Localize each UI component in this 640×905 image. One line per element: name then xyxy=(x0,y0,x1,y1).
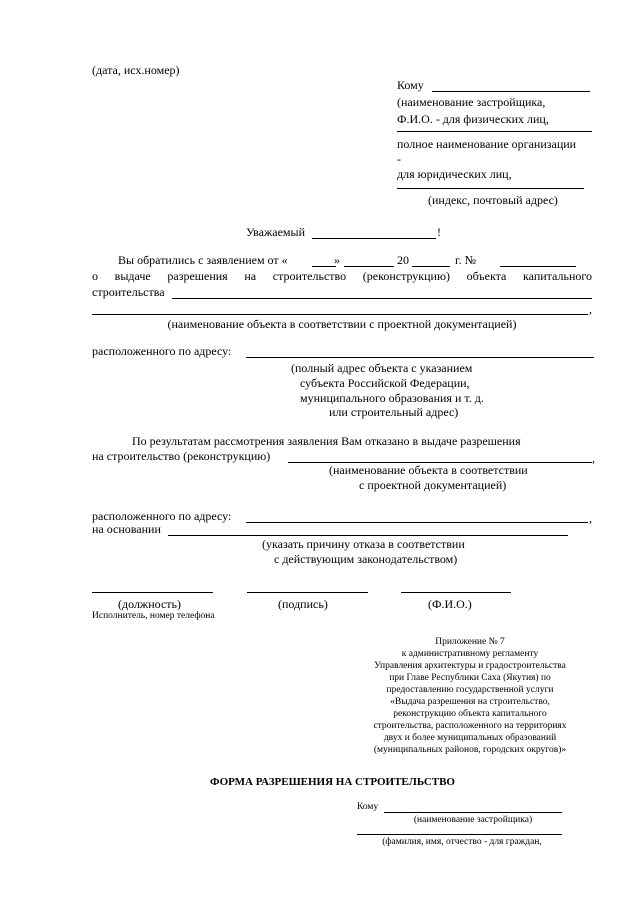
comma-2: , xyxy=(592,451,595,465)
appendix-line-7: реконструкцию объекта капитального xyxy=(393,709,547,719)
appendix-line-5: предоставлению государственной услуги xyxy=(386,685,554,695)
postal-field-line[interactable] xyxy=(397,188,584,189)
object-caption2-line1: (наименование объекта в соответствии xyxy=(329,463,528,477)
appendix-line-10: (муниципальных районов, городских округов)» xyxy=(373,745,567,755)
appendix-line-1: Приложение № 7 xyxy=(435,637,505,647)
object-caption2-line2: с проектной документацией) xyxy=(359,478,507,492)
position-caption: (должность) xyxy=(118,597,181,611)
address-caption-line1: (полный адрес объекта с указанием xyxy=(291,361,473,375)
application-month-field[interactable] xyxy=(344,266,394,267)
permit-request-text: о выдаче разрешения на строительство (реконструкцию) объекта капитального xyxy=(92,269,592,283)
to-field[interactable] xyxy=(432,91,590,92)
date-ref-label: (дата, исх.номер) xyxy=(92,63,180,77)
reason-caption-line1: (указать причину отказа в соответствии xyxy=(262,537,465,551)
comma-3: , xyxy=(589,511,592,525)
refusal-reason-field[interactable] xyxy=(168,535,568,536)
form-to-field[interactable] xyxy=(384,812,562,813)
refusal-text-line1: По результатам рассмотрения заявления Вам отказано в выдаче разрешения xyxy=(132,434,521,448)
appendix-line-4: при Главе Республики Саха (Якутия) по xyxy=(389,673,551,683)
basis-label: на основании xyxy=(92,522,161,536)
appendix-line-2: к административному регламенту xyxy=(401,649,539,659)
form-fio-caption: (фамилия, имя, отчество - для граждан, xyxy=(382,837,542,847)
object-address-field[interactable] xyxy=(246,357,594,358)
number-sign-text: г. № xyxy=(455,253,477,267)
application-day-field[interactable] xyxy=(312,266,336,267)
object-name-field-2[interactable] xyxy=(92,314,588,315)
fio-caption: (Ф.И.О.) xyxy=(428,597,472,611)
object-name-caption: (наименование объекта в соответствии с проектной документацией) xyxy=(167,317,517,331)
fio-field[interactable] xyxy=(401,592,511,593)
full-org-name-caption: полное наименование организации xyxy=(397,137,577,151)
located-at-label-2: расположенного по адресу: xyxy=(92,509,232,523)
fio-physical-caption: Ф.И.О. - для физических лиц, xyxy=(397,112,549,126)
capital-construction-label: строительства xyxy=(92,285,165,299)
reason-caption-line2: с действующим законодательством) xyxy=(274,552,458,566)
refusal-text-line2: на строительство (реконструкцию) xyxy=(92,449,271,463)
recipient-field-line[interactable] xyxy=(397,131,592,132)
address-caption-line2: субъекта Российской Федерации, xyxy=(300,376,470,390)
appendix-line-9: двух и более муниципальных образований xyxy=(383,733,557,743)
appendix-line-3: Управления архитектуры и градостроительства xyxy=(374,661,566,671)
greeting-end: ! xyxy=(437,225,441,239)
form-to-label: Кому xyxy=(357,802,379,812)
postal-address-caption: (индекс, почтовый адрес) xyxy=(428,193,558,207)
developer-name-caption: (наименование застройщика, xyxy=(397,95,546,109)
signature-caption: (подпись) xyxy=(278,597,328,611)
position-field[interactable] xyxy=(92,592,213,593)
address-caption-line3: муниципального образования и т. д. xyxy=(300,391,484,405)
appendix-line-6: «Выдача разрешения на строительство, xyxy=(390,697,550,707)
dash-text: - xyxy=(397,152,401,166)
to-label: Кому xyxy=(397,78,424,92)
comma: , xyxy=(589,302,592,316)
object-address-field-2[interactable] xyxy=(246,522,588,523)
legal-entity-caption: для юридических лиц, xyxy=(397,167,512,181)
appendix-line-8: строительства, расположенного на территориях xyxy=(373,721,567,731)
signature-field[interactable] xyxy=(247,592,368,593)
form-title: ФОРМА РАЗРЕШЕНИЯ НА СТРОИТЕЛЬСТВО xyxy=(210,776,455,788)
object-name-field[interactable] xyxy=(172,298,592,299)
form-fio-field[interactable] xyxy=(357,834,562,835)
form-developer-caption: (наименование застройщика) xyxy=(413,815,533,825)
addressee-name-field[interactable] xyxy=(312,238,436,239)
executor-phone-label: Исполнитель, номер телефона xyxy=(92,611,215,621)
year-prefix: 20 xyxy=(397,253,409,267)
address-caption-line4: или строительный адрес) xyxy=(329,405,459,419)
application-date-text: Вы обратились с заявлением от « xyxy=(118,253,288,267)
application-number-field[interactable] xyxy=(500,266,576,267)
greeting: Уважаемый xyxy=(246,225,305,239)
quote-end: » xyxy=(334,253,340,267)
located-at-label: расположенного по адресу: xyxy=(92,344,232,358)
application-year-field[interactable] xyxy=(412,266,450,267)
